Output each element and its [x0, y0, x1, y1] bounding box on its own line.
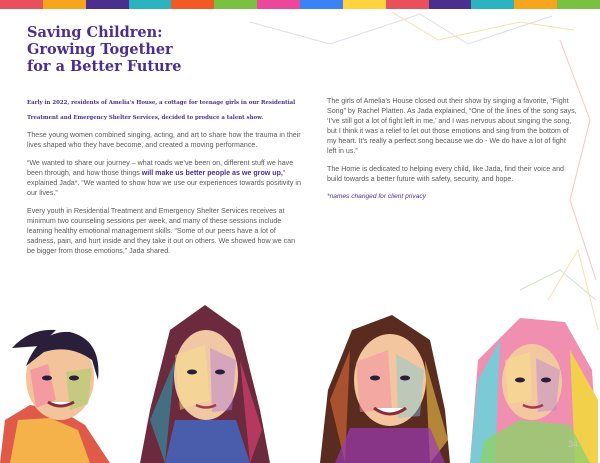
left-column	[27, 130, 303, 264]
portrait-girl-1	[0, 330, 110, 463]
quote-text-1: “We wanted to share our journey – what roads we’ve been on, different stuff we have been through, and how those things	[27, 159, 294, 177]
title-line-2: Growing Together	[27, 41, 173, 58]
title-line-3: for a Better Future	[27, 58, 182, 75]
title-line-1: Saving Children:	[27, 24, 163, 41]
page-title	[27, 24, 182, 75]
lead-paragraph: Early in 2022, residents of Amelia's House, a cottage for teenage girls in our Residential Treatment and Emergency Shelter Services, decided to produce a talent show.	[27, 100, 296, 121]
page-number: 34	[567, 439, 578, 449]
portrait-girl-3	[320, 315, 450, 463]
portraits-strip	[0, 300, 600, 463]
portrait-girl-4	[470, 318, 598, 463]
right-column	[327, 96, 577, 210]
right-paragraph-2: The Home is dedicated to helping every child, like Jada, find their voice and build towards a better future with safety, security, and hope.	[327, 165, 564, 183]
left-paragraph-3: Every youth in Residential Treatment and Emergency Shelter Services receives at minimum two counseling sessions per week, and many of these sessions include learning healthy emotional management skills. “Some of our peers have a lot of sadness, pain, and hurt inside and they take it out on others. We showed how we can be bigger from those emotions,” Jada shared.	[27, 207, 296, 255]
portrait-girl-2	[140, 305, 270, 463]
right-paragraph-1: The girls of Amelia’s House closed out their show by singing a favorite, “Fight Song” by Rachel Platten. As Jada explained, “One of the lines of the song says, ‘I’ve still got a lot of fight left in me,’ and I was nervous about singing the song, but I think it was a relief to let out those emotions and sing from the bottom of my heart. It’s really a perfect song because we do - We do have a lot of fight left in us.”	[327, 97, 577, 155]
quote-emphasis: will make us better people as we grow up,	[141, 169, 283, 177]
quote-text-2: ” explained Jada*. “We wanted to show how we use our experiences towards positivity in our lives.”	[27, 169, 301, 197]
left-paragraph-2	[27, 158, 303, 198]
left-paragraph-1: These young women combined singing, acting, and art to share how the trauma in their lives shaped who they have become, and created a moving performance.	[27, 131, 301, 149]
privacy-note: *names changed for client privacy	[327, 193, 426, 200]
